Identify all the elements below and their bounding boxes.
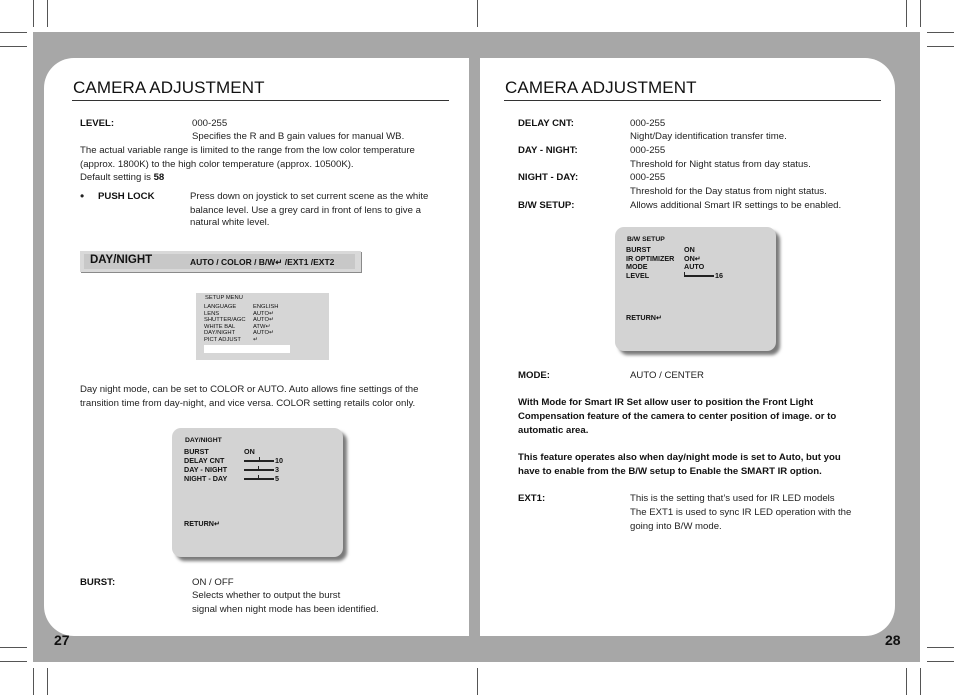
setup-menu-row-label: SHUTTER/AGC <box>204 317 246 323</box>
crop-mark <box>33 668 34 695</box>
setup-menu-row-value: ATW↵ <box>253 323 271 330</box>
crop-mark <box>47 668 48 695</box>
smart-ir-paragraph: Compensation feature of the camera to center position of image. or to <box>518 411 837 422</box>
left-title-rule <box>72 100 449 101</box>
bw-setup-desc: Allows additional Smart IR settings to be enabled. <box>630 200 842 211</box>
push-lock-line: natural white level. <box>190 217 270 228</box>
default-prefix: Default setting is <box>80 172 154 183</box>
day-night-banner <box>80 251 361 272</box>
osd-burst-value: ON <box>244 447 255 456</box>
left-page-title: CAMERA ADJUSTMENT <box>73 78 265 97</box>
night-day-slider-handle <box>258 475 259 480</box>
setup-menu-row-value: AUTO↵ <box>253 330 274 336</box>
crop-mark <box>0 46 27 47</box>
level-desc: Specifies the R and B gain values for manual WB. <box>192 131 405 142</box>
osd-burst-label: BURST <box>626 245 651 254</box>
setup-menu-highlight <box>204 345 290 353</box>
level-slider-track <box>684 275 714 277</box>
night-day-value: 000-255 <box>630 172 666 183</box>
day-night-osd <box>172 428 343 557</box>
crop-mark <box>0 661 27 662</box>
setup-menu-row-label: LANGUAGE <box>204 304 237 310</box>
setup-menu-row-value: AUTO↵ <box>253 317 274 323</box>
crop-mark <box>927 647 954 648</box>
osd-title: B/W SETUP <box>627 236 665 243</box>
osd-ir-value: ON↵ <box>684 254 701 263</box>
ext1-desc: The EXT1 is used to sync IR LED operation with the <box>630 507 852 518</box>
osd-mode-label: MODE <box>626 262 648 271</box>
delay-slider-handle <box>259 457 260 462</box>
mode-label: MODE: <box>518 370 550 381</box>
ext1-desc: going into B/W mode. <box>630 521 722 532</box>
burst-desc: Selects whether to output the burst <box>192 590 341 601</box>
push-lock-line: Press down on joystick to set current scene as the white <box>190 191 429 202</box>
delay-cnt-value: 000-255 <box>630 118 666 129</box>
bullet-marker: • <box>80 189 85 203</box>
osd-burst-value: ON <box>684 245 695 254</box>
right-page-title: CAMERA ADJUSTMENT <box>505 78 697 97</box>
burst-label: BURST: <box>80 577 116 588</box>
page-number-right: 28 <box>885 632 901 648</box>
push-lock-line: balance level. Use a grey card in front of lens to give a <box>190 205 421 216</box>
osd-delay-value: 10 <box>275 456 283 465</box>
auto-mode-paragraph: This feature operates also when day/night mode is set to Auto, but you <box>518 452 841 463</box>
smart-ir-paragraph: automatic area. <box>518 425 589 436</box>
delay-cnt-label: DELAY CNT: <box>518 118 574 129</box>
setup-menu-row-label: DAY/NIGHT <box>204 330 236 336</box>
crop-mark <box>920 0 921 27</box>
osd-night-day-value: 5 <box>275 474 279 483</box>
osd-title: DAY/NIGHT <box>185 437 222 444</box>
setup-menu-title: SETUP MENU <box>205 295 243 301</box>
crop-mark <box>477 0 478 27</box>
osd-delay-label: DELAY CNT <box>184 456 225 465</box>
banner-options: AUTO / COLOR / B/W↵ /EXT1 /EXT2 <box>190 257 335 267</box>
mode-value: AUTO / CENTER <box>630 370 704 381</box>
crop-mark <box>927 46 954 47</box>
setup-menu-row-value: AUTO↵ <box>253 310 274 317</box>
setup-menu-row-value: ↵ <box>253 336 258 343</box>
crop-mark <box>0 647 27 648</box>
crop-mark <box>927 661 954 662</box>
bw-setup-label: B/W SETUP: <box>518 200 575 211</box>
day-night-slider-track <box>244 469 274 471</box>
crop-mark <box>906 668 907 695</box>
ext1-desc: This is the setting that’s used for IR LED models <box>630 493 835 504</box>
osd-level-value: 16 <box>715 271 723 280</box>
right-title-rule <box>504 100 881 101</box>
osd-day-night-label: DAY - NIGHT <box>184 465 228 474</box>
level-range-line: The actual variable range is limited to the range from the low color temperature <box>80 145 415 156</box>
level-range-line: (approx. 1800K) to the high color temperature (approx. 10500K). <box>80 159 354 170</box>
setup-menu-row-value: ENGLISH <box>253 304 279 310</box>
banner-title: DAY/NIGHT <box>90 254 153 266</box>
crop-mark <box>477 668 478 695</box>
osd-ir-label: IR OPTIMIZER <box>626 254 675 263</box>
setup-menu-row-label: PICT ADJUST <box>204 336 241 343</box>
day-night-value: 000-255 <box>630 145 666 156</box>
osd-night-day-label: NIGHT - DAY <box>184 474 228 483</box>
burst-value: ON / OFF <box>192 577 234 588</box>
osd-level-label: LEVEL <box>626 271 650 280</box>
osd-return: RETURN↵ <box>626 313 662 322</box>
crop-mark <box>33 0 34 27</box>
auto-mode-paragraph: have to enable from the B/W setup to Enable the SMART IR option. <box>518 466 822 477</box>
default-value: 58 <box>153 172 165 183</box>
crop-mark <box>906 0 907 27</box>
night-day-label: NIGHT - DAY: <box>518 172 579 183</box>
osd-mode-value: AUTO <box>684 262 705 271</box>
day-night-desc: transition time from day-night, and vice versa. COLOR setting retails color only. <box>80 398 416 409</box>
push-lock-label: PUSH LOCK <box>98 191 155 202</box>
setup-menu-row-label: WHITE BAL <box>204 323 236 330</box>
page-number-left: 27 <box>54 632 70 648</box>
delay-cnt-desc: Night/Day identification transfer time. <box>630 131 787 142</box>
osd-return: RETURN↵ <box>184 519 220 528</box>
setup-menu-osd <box>196 293 329 360</box>
day-night-desc: Day night mode, can be set to COLOR or AUTO. Auto allows fine settings of the <box>80 384 419 395</box>
burst-desc: signal when night mode has been identified. <box>192 604 379 615</box>
day-night-slider-handle <box>258 466 259 471</box>
smart-ir-paragraph: With Mode for Smart IR Set allow user to position the Front Light <box>518 397 814 408</box>
level-label: LEVEL: <box>80 118 115 129</box>
level-value: 000-255 <box>192 118 228 129</box>
night-day-slider-track <box>244 478 274 480</box>
crop-mark <box>0 32 27 33</box>
ext1-label: EXT1: <box>518 493 546 504</box>
bw-setup-osd <box>615 227 776 351</box>
default-setting <box>80 171 164 185</box>
day-night-label: DAY - NIGHT: <box>518 145 578 156</box>
crop-mark <box>920 668 921 695</box>
night-day-desc: Threshold for the Day status from night status. <box>630 186 827 197</box>
osd-burst-label: BURST <box>184 447 209 456</box>
crop-mark <box>927 32 954 33</box>
crop-mark <box>47 0 48 27</box>
osd-day-night-value: 3 <box>275 465 279 474</box>
day-night-threshold-desc: Threshold for Night status from day status. <box>630 159 811 170</box>
setup-menu-row-label: LENS <box>204 310 220 317</box>
